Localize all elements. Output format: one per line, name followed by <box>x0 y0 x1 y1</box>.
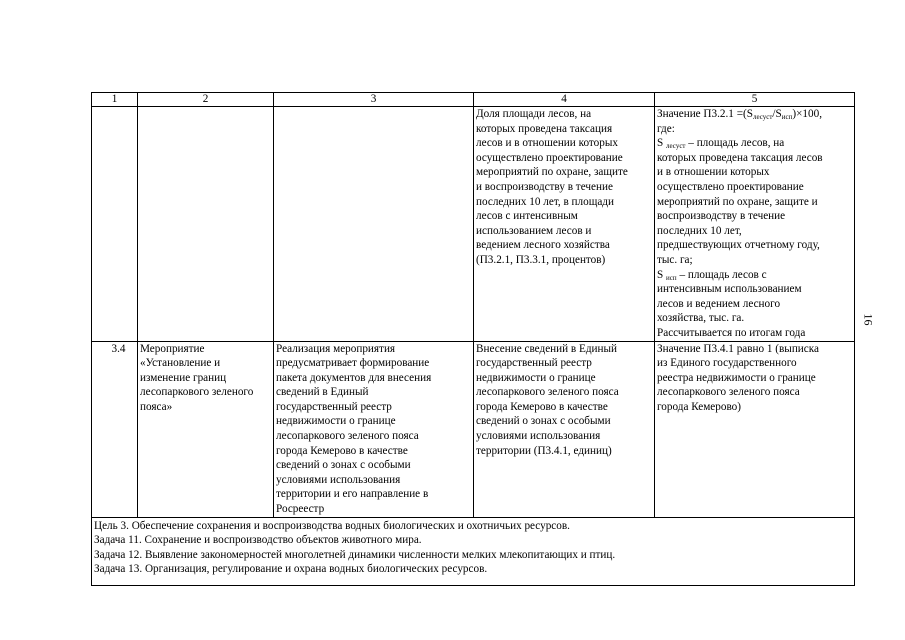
row-number-cell: 3.4 <box>92 341 138 517</box>
text-line: Значение П3.4.1 равно 1 (выписка <box>657 342 819 355</box>
text-line: лесопаркового зеленого пояса <box>657 386 800 399</box>
text-line: лесопаркового зеленого пояса <box>476 386 619 399</box>
cell-empty <box>138 107 274 342</box>
text-line: Реализация мероприятия <box>276 342 396 355</box>
formula-prefix: Значение П3.2.1 =(S <box>657 108 753 120</box>
indicator-name-cell <box>474 341 655 517</box>
text-line: недвижимости о границе <box>476 371 596 384</box>
text-line: лесопаркового зеленого пояса <box>276 430 419 443</box>
table-row-3-4 <box>92 341 855 517</box>
header-cell-1: 1 <box>92 93 138 107</box>
symbol-subscript: исп <box>666 273 677 282</box>
text-line: реестра недвижимости о границе <box>657 371 816 384</box>
text-line: ведением лесного хозяйства <box>476 239 610 252</box>
header-row <box>92 93 855 107</box>
text-line: недвижимости о границе <box>276 415 396 428</box>
text-line: осуществлено проектирование <box>476 151 623 164</box>
text-line: территории (П3.4.1, единиц) <box>476 444 612 457</box>
formula-suffix: )×100, <box>792 108 822 120</box>
text-line: лесопаркового зеленого <box>140 386 254 399</box>
formula-subscript: исп <box>781 113 793 121</box>
text-line: мероприятий по охране, защите и <box>657 195 818 208</box>
text-line: предусматривает формирование <box>276 357 430 370</box>
task-line: Задача 13. Организация, регулирование и охрана водных биологических ресурсов. <box>94 563 488 576</box>
text-line: города Кемерово в качестве <box>476 400 608 413</box>
text-line: государственный реестр <box>476 357 592 370</box>
definition-line <box>657 268 852 283</box>
main-table <box>91 92 855 586</box>
header-cell-4: 4 <box>474 93 655 107</box>
text-line: из Единого государственного <box>657 357 797 370</box>
definition-line <box>657 136 852 151</box>
text-line: использованием лесов и <box>476 224 592 237</box>
text-line: города Кемерово в качестве <box>276 444 408 457</box>
header-cell-2: 2 <box>138 93 274 107</box>
measure-description-cell <box>274 341 474 517</box>
text-line: сведений о зонах с особыми <box>276 459 411 472</box>
task-line: Задача 11. Сохранение и воспроизводство объектов животного мира. <box>94 534 422 547</box>
formula-line <box>657 107 852 122</box>
text-line: города Кемерово) <box>657 400 741 413</box>
text-line: государственный реестр <box>276 400 392 413</box>
text-line: Доля площади лесов, на <box>476 108 592 120</box>
formula-subscript: лесуст <box>752 113 773 121</box>
formula-cell <box>655 107 855 342</box>
table-row-indicator <box>92 107 855 342</box>
goal-cell <box>92 517 855 585</box>
text-line: изменение границ <box>140 371 227 384</box>
indicator-name-cell <box>474 107 655 342</box>
text-line: территории и его направление в <box>276 488 429 501</box>
formula-cell <box>655 341 855 517</box>
text-line: интенсивным использованием <box>657 283 802 296</box>
text-line: тыс. га; <box>657 253 693 266</box>
text-line: Мероприятие <box>140 342 205 355</box>
text-line: условиями использования <box>276 473 401 486</box>
task-line: Задача 12. Выявление закономерностей многолетней динамики численности мелких млекопитающих и птиц. <box>94 548 616 561</box>
text-line: лесов с интенсивным <box>476 210 578 223</box>
text-line: пакета документов для внесения <box>276 371 432 384</box>
goal-row <box>92 517 855 585</box>
formula-mid: /S <box>772 108 782 120</box>
text-line: воспроизводству в течение <box>657 210 786 223</box>
text-line: Внесение сведений в Единый <box>476 342 617 355</box>
goal-line: Цель 3. Обеспечение сохранения и воспроизводства водных биологических и охотничьих ресурсов. <box>94 519 570 532</box>
cell-empty <box>274 107 474 342</box>
symbol: S <box>657 268 667 281</box>
text-line: (П3.2.1, П3.3.1, процентов) <box>476 253 606 266</box>
text-line: последних 10 лет, в площади <box>476 195 614 208</box>
cell-empty <box>92 107 138 342</box>
definition-text: – площадь лесов, на <box>685 137 785 150</box>
text-line: пояса» <box>140 400 173 413</box>
text-line: где: <box>657 122 675 135</box>
text-line: и воспроизводству в течение <box>476 180 613 193</box>
text-line: которых проведена таксация лесов <box>657 151 823 164</box>
text-line: осуществлено проектирование <box>657 180 804 193</box>
text-line: условиями использования <box>476 430 601 443</box>
text-line: последних 10 лет, <box>657 224 742 237</box>
text-line: Рассчитывается по итогам года <box>657 326 806 339</box>
page-number: 16 <box>861 313 876 326</box>
measure-name-cell <box>138 341 274 517</box>
text-line: «Установление и <box>140 357 221 370</box>
symbol: S <box>657 137 667 150</box>
text-line: хозяйства, тыс. га. <box>657 312 745 325</box>
text-line: и в отношении которых <box>657 166 770 179</box>
definition-text: – площадь лесов с <box>676 268 767 281</box>
text-line: лесов и в отношении которых <box>476 137 618 150</box>
symbol-subscript: лесуст <box>666 142 686 151</box>
header-cell-5: 5 <box>655 93 855 107</box>
text-line: которых проведена таксация <box>476 122 613 135</box>
text-line: предшествующих отчетному году, <box>657 239 820 252</box>
text-line: Росреестр <box>276 503 325 516</box>
text-line: лесов и ведением лесного <box>657 297 781 310</box>
header-cell-3: 3 <box>274 93 474 107</box>
text-line: сведений о зонах с особыми <box>476 415 611 428</box>
text-line: мероприятий по охране, защите <box>476 166 628 179</box>
text-line: сведений в Единый <box>276 386 369 399</box>
